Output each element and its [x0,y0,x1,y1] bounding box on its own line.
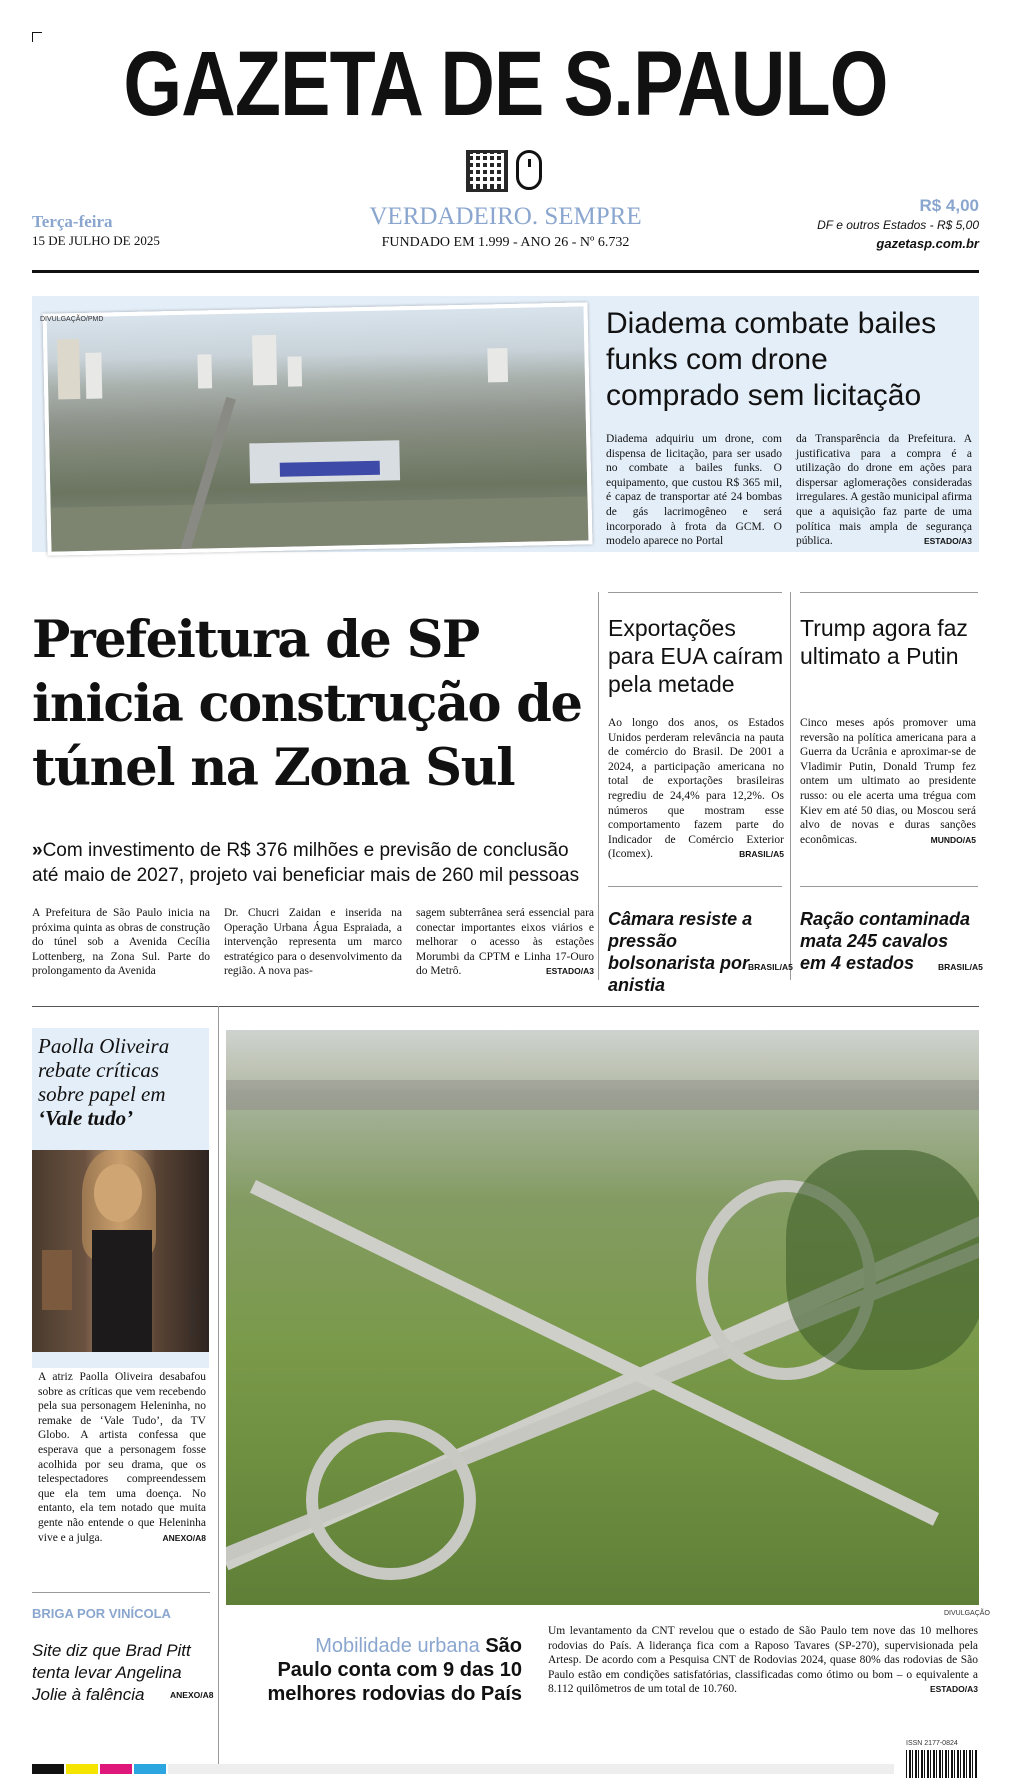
paolla-section-tag[interactable]: ANEXO/A8 [162,1532,206,1543]
highway-aerial-photo[interactable] [226,1030,979,1605]
lead-section-tag[interactable]: ESTADO/A3 [545,966,594,977]
side3-section-tag[interactable]: BRASIL/A5 [748,962,793,972]
column-divider [790,592,791,980]
paolla-photo-credit: DIVULGAÇÃO [190,1290,197,1336]
section-divider [32,1006,979,1007]
side1-headline[interactable]: Exportações para EUA caíram pela metade [608,615,784,697]
founded-line: FUNDADO EM 1.999 - ANO 26 - Nº 6.732 [381,235,630,250]
side-mid-rule [800,886,978,887]
side2-headline[interactable]: Trump agora faz ultimato a Putin [800,615,968,669]
lead-col1: A Prefeitura de São Paulo inicia na próxima quinta as obras de construção do túnel sob a Avenida Cecília Lottenberg, na Zona Sul. Parte do prolongamento da Avenida [32,907,210,978]
website-link[interactable]: gazetasp.com.br [876,236,979,251]
roads-section-tag[interactable]: ESTADO/A3 [929,1684,978,1695]
feature-section-tag[interactable]: ESTADO/A3 [923,536,972,547]
diadema-city-photo[interactable] [43,302,593,555]
paolla-oliveira-photo[interactable] [32,1150,209,1352]
issn: ISSN 2177-0824 [906,1740,958,1747]
vinicola-kicker: BRIGA POR VINÍCOLA [32,1606,171,1621]
edition-date: 15 DE JULHO DE 2025 [32,233,160,248]
chevron-icon: » [32,840,43,861]
feature-photo-credit: DIVULGAÇÃO/PMD [40,316,104,323]
side-top-rule [800,592,978,593]
vinicola-headline[interactable]: Site diz que Brad Pitt tenta levar Angelina Jolie à falência [32,1641,191,1704]
roads-kicker: Mobilidade urbana [315,1635,480,1657]
motto: VERDADEIRO. SEMPRE [369,203,642,230]
side1-body: Ao longo dos anos, os Estados Unidos perderam relevância na pauta de comércio do Brasil. De 2001 a 2024, a participação americana no total de exportações brasileiras regrediu de 24,4% para 12,2%. Os números que mostram esse comportamento fazem parte do Indicador de Comércio Exterior (Icomex). BRASIL/A5 [608,717,784,861]
vinicola-section-tag[interactable]: ANEXO/A8 [170,1690,214,1700]
feature-col1: Diadema adquiriu um drone, com dispensa de licitação, para ser usado no combate a bailes funks. O equipamento, que custou R$ 365 mil, é capaz de transportar até 24 bombas de gás lacrimogêneo e será incorporado à frota da GCM. O modelo aparece no Portal [606,433,782,548]
color-bar-magenta [100,1764,132,1774]
column-divider [598,592,599,980]
paolla-headline[interactable]: Paolla Oliveira rebate críticas sobre papel em ‘Vale tudo’ [38,1034,170,1130]
mouse-icon [516,150,542,190]
vinicola-rule [32,1592,210,1593]
price-other-states: DF e outros Estados - R$ 5,00 [817,218,979,232]
corner-mark [32,32,42,42]
side-mid-rule [608,886,782,887]
price: R$ 4,00 [919,196,979,215]
column-divider [218,1006,219,1766]
paolla-body: A atriz Paolla Oliveira desabafou sobre as críticas que vem recebendo pela sua personagem Heleninha, no remake de ‘Vale Tudo’, da TV Globo. A artista confessa que esperava que a personagem fosse acolhida por seu drama, que os telespectadores compreendessem que ela tem uma doença. No entanto, ela tem notado que muita gente não entende o que Heleninha vive e a julga. ANEXO/A8 [38,1371,206,1544]
masthead-divider [32,270,979,273]
side4-section-tag[interactable]: BRASIL/A5 [938,962,983,972]
side2-section-tag[interactable]: MUNDO/A5 [930,834,976,845]
lead-col2: Dr. Chucri Zaidan e inserida na Operação Urbana Água Espraiada, a intervenção representa um marco estratégico para o desenvolvimento da região. A nova pas- [224,907,402,978]
lead-headline[interactable]: Prefeitura de SP inicia construção de túnel na Zona Sul [32,610,582,798]
feature-headline[interactable]: Diadema combate bailes funks com drone comprado sem licitação [606,307,937,412]
roads-headline[interactable]: Mobilidade urbana São Paulo conta com 9 das 10 melhores rodovias do País [267,1635,522,1705]
lead-col3: sagem subterrânea será essencial para conectar importantes eixos viários e melhorar o acesso às estações Morumbi da CPTM e Linha 17-Ouro do Metrô. ESTADO/A3 [416,907,594,978]
color-bar-black [32,1764,64,1774]
side4-headline[interactable]: Ração contaminada mata 245 cavalos em 4 estados [800,909,971,973]
roads-body: Um levantamento da CNT revelou que o estado de São Paulo tem nove das 10 melhores rodovias do País. A liderança fica com a Raposo Tavares (SP-270), supervisionada pela Artesp. De acordo com a Pesquisa CNT de Rodovias 2024, quase 80% das rodovias de São Paulo estão em condições satisfatórias, classificadas como ótimo ou bom – o equivalente a 8.112 quilômetros de um total de 10.760. ESTADO/A3 [548,1625,978,1696]
feature-col2: da Transparência da Prefeitura. A justificativa para a compra é a utilização do drone em ações para dispersar aglomerações consideradas irregulares. A gestão municipal afirma que a aquisição faz parte de uma política mais ampla de segurança pública. ESTADO/A3 [796,433,972,548]
barcode-icon [906,1750,978,1778]
side3-headline[interactable]: Câmara resiste a pressão bolsonarista por anistia [608,909,753,995]
color-bar-cyan [134,1764,166,1774]
side-top-rule [608,592,782,593]
masthead-title: GAZETA DE S.PAULO [123,33,888,135]
roads-photo-credit: DIVULGAÇÃO [944,1610,990,1617]
edition-weekday: Terça-feira [32,212,113,231]
qr-code-pattern [470,154,504,188]
side2-body: Cinco meses após promover uma reversão na política americana para a Guerra da Ucrânia e aproximar-se de Vladimir Putin, Donald Trump fez ontem um ultimato ao presidente russo: ou ele acerta uma trégua com Kiev em até 50 dias, ou Moscou será alvo de novas e duras sanções econômicas. MUNDO/A5 [800,717,976,846]
color-bar-yellow [66,1764,98,1774]
side1-section-tag[interactable]: BRASIL/A5 [739,849,784,860]
lead-subheadline: »Com investimento de R$ 376 milhões e previsão de conclusão até maio de 2027, projeto vai beneficiar mais de 260 mil pessoas [32,840,580,886]
color-bar-gray [168,1764,894,1774]
